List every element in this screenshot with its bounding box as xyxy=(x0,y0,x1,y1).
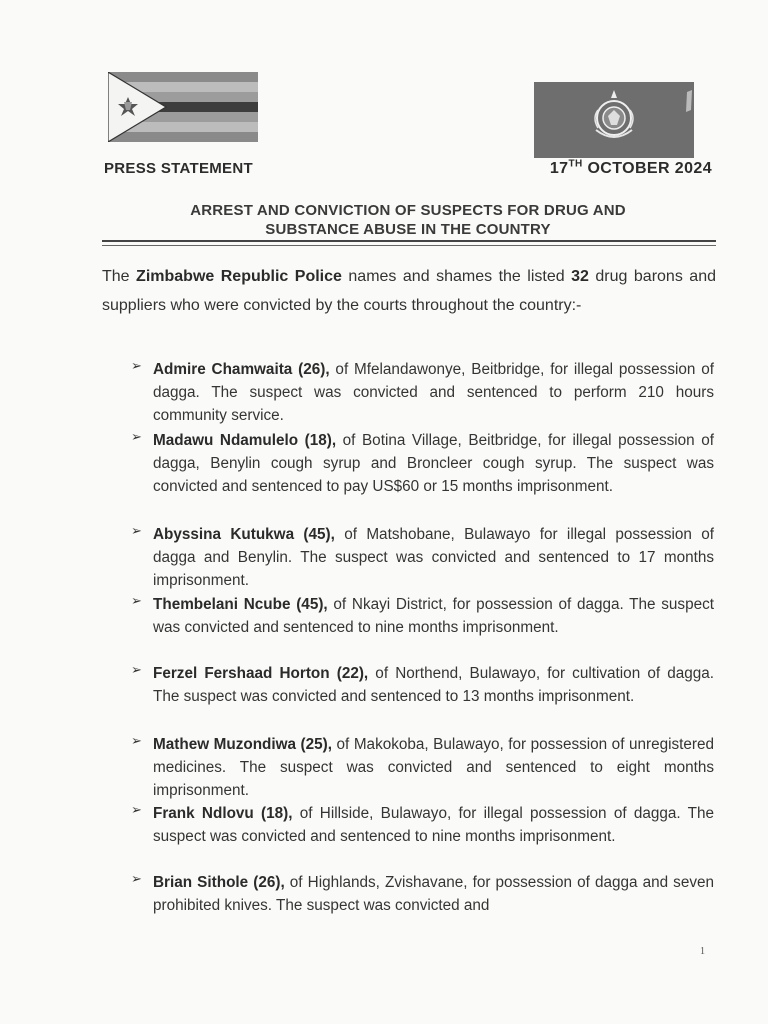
intro-mid: names and shames the listed xyxy=(341,268,572,285)
date-month-year: OCTOBER 2024 xyxy=(587,160,712,177)
zrp-emblem-flag xyxy=(534,82,694,158)
police-crest-icon xyxy=(534,82,694,158)
convict-name: Abyssina Kutukwa (45), xyxy=(153,526,335,543)
arrow-bullet-icon: ➢ xyxy=(131,429,142,444)
date-day: 17 xyxy=(549,160,569,177)
organization-name: Zimbabwe Republic Police xyxy=(136,268,342,285)
list-item-text xyxy=(153,871,714,917)
convict-details: of Botina Village, Beitbridge, for illegal possession of dagga, Benylin cough syrup and Broncleer cough syrup. The suspect was convicted and sentenced to pay US$60 or 15 months imprisonment. xyxy=(153,432,714,495)
convict-details: of Highlands, Zvishavane, for possession of dagga and seven prohibited knives. The suspect was convicted and xyxy=(153,874,715,914)
document-title xyxy=(100,201,716,239)
arrow-bullet-icon: ➢ xyxy=(131,871,142,886)
convict-name: Frank Ndlovu (18), xyxy=(153,805,293,822)
convict-details: of Makokoba, Bulawayo, for possession of unregistered medicines. The suspect was convicted and sentenced to eight months imprisonment. xyxy=(153,736,714,799)
arrow-bullet-icon: ➢ xyxy=(131,802,142,817)
page-number: 1 xyxy=(700,946,705,957)
list-item-text xyxy=(153,593,714,639)
convict-name: Ferzel Fershaad Horton (22), xyxy=(153,665,369,682)
arrow-bullet-icon: ➢ xyxy=(131,733,142,748)
convict-details: of Nkayi District, for possession of dagga. The suspect was convicted and sentenced to nine months imprisonment. xyxy=(153,596,714,636)
convict-count: 32 xyxy=(571,268,589,285)
convict-name: Brian Sithole (26), xyxy=(153,874,285,891)
date-suffix: TH xyxy=(568,158,583,170)
arrow-bullet-icon: ➢ xyxy=(131,662,142,677)
intro-post: drug barons and suppliers who were convicted by the courts throughout the country:- xyxy=(102,268,716,314)
intro-pre: The xyxy=(102,268,137,285)
convict-details: of Mfelandawonye, Beitbridge, for illegal possession of dagga. The suspect was convicted and sentenced to perform 210 hours community service. xyxy=(153,361,714,424)
statement-date xyxy=(550,160,712,178)
list-item-text xyxy=(153,358,714,427)
convict-name: Madawu Ndamulelo (18), xyxy=(153,432,337,449)
title-line-2: SUBSTANCE ABUSE IN THE COUNTRY xyxy=(265,221,551,238)
title-line-1: ARREST AND CONVICTION OF SUSPECTS FOR DRUG AND xyxy=(190,202,626,219)
list-item-text xyxy=(153,662,714,708)
intro-paragraph xyxy=(102,262,716,320)
convict-name: Admire Chamwaita (26), xyxy=(153,361,330,378)
convict-details: of Hillside, Bulawayo, for illegal possession of dagga. The suspect was convicted and sentenced to nine months imprisonment. xyxy=(153,805,714,845)
press-statement-label: PRESS STATEMENT xyxy=(104,160,253,177)
list-item-text xyxy=(153,523,714,592)
title-underline xyxy=(102,240,716,242)
list-item-text xyxy=(153,733,714,802)
title-underline-thin xyxy=(102,245,716,246)
arrow-bullet-icon: ➢ xyxy=(131,358,142,373)
convict-details: of Northend, Bulawayo, for cultivation of dagga. The suspect was convicted and sentenced to 13 months imprisonment. xyxy=(153,665,714,705)
convict-name: Thembelani Ncube (45), xyxy=(153,596,328,613)
convict-details: of Matshobane, Bulawayo for illegal possession of dagga and Benylin. The suspect was convicted and sentenced to 17 months imprisonment. xyxy=(153,526,715,589)
list-item-text xyxy=(153,429,714,498)
arrow-bullet-icon: ➢ xyxy=(131,523,142,538)
zimbabwe-flag-icon xyxy=(108,72,258,142)
arrow-bullet-icon: ➢ xyxy=(131,593,142,608)
list-item-text xyxy=(153,802,714,848)
convict-name: Mathew Muzondiwa (25), xyxy=(153,736,333,753)
